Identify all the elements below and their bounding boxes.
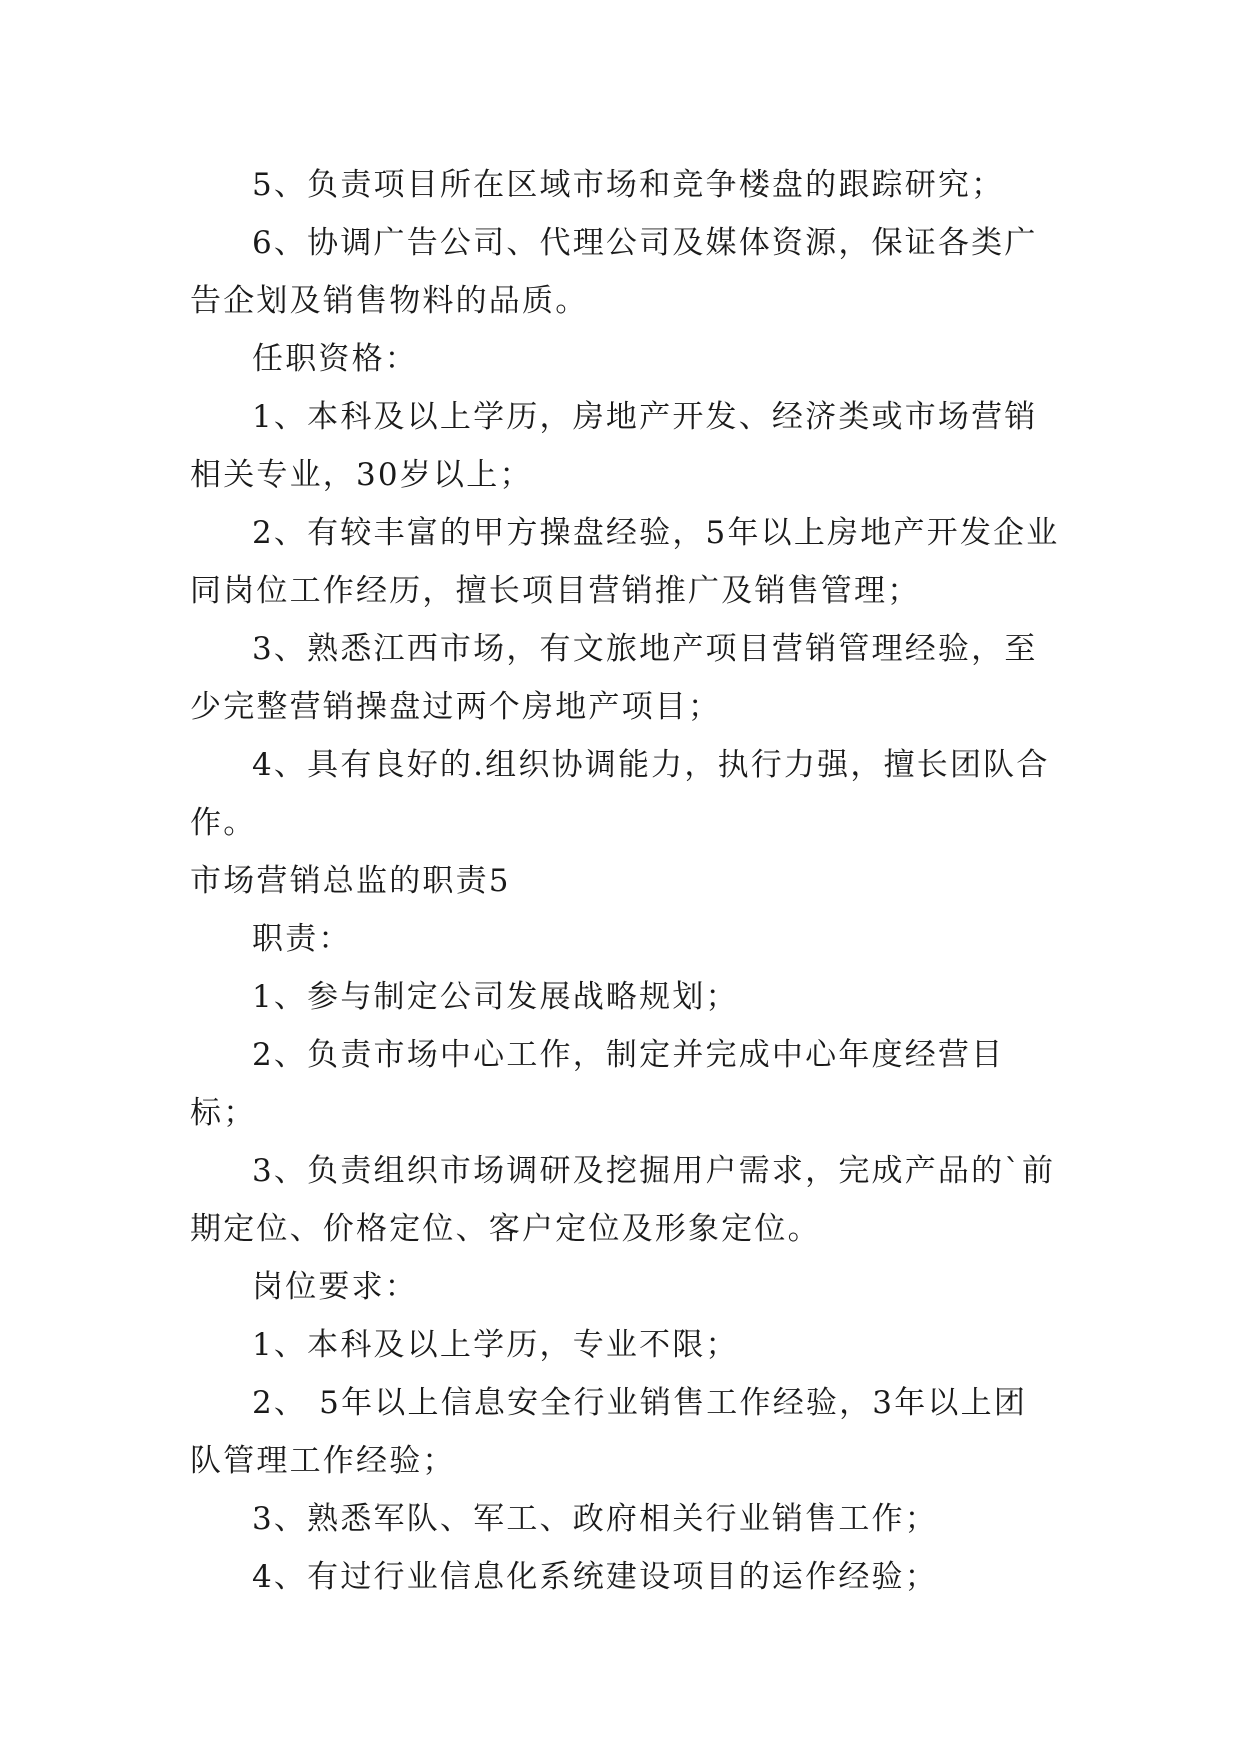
section-label-qualifications: 任职资格：: [252, 341, 418, 377]
paragraph-requirement-3: 3、熟悉军队、军工、政府相关行业销售工作；: [252, 1501, 938, 1537]
paragraph-qualification-2: 2、有较丰富的甲方操盘经验，5年以上房地产开发企业同岗位工作经历，擅长项目营销推广及销售管理；: [190, 515, 1060, 609]
document-body: [190, 156, 1060, 1606]
section-label-duties: 职责：: [252, 921, 352, 957]
section-heading-5: 市场营销总监的职责5: [190, 863, 511, 899]
paragraph-duty-a1: 1、参与制定公司发展战略规划；: [252, 979, 739, 1015]
paragraph-requirement-1: 1、本科及以上学历，专业不限；: [252, 1327, 739, 1363]
paragraph-duty-a2: 2、负责市场中心工作，制定并完成中心年度经营目标；: [190, 1037, 1005, 1131]
paragraph-qualification-3: 3、熟悉江西市场，有文旅地产项目营销管理经验，至少完整营销操盘过两个房地产项目；: [190, 631, 1038, 725]
paragraph-duty-a3: 3、负责组织市场调研及挖掘用户需求，完成产品的`前期定位、价格定位、客户定位及形象定位。: [190, 1153, 1056, 1247]
paragraph-qualification-4: 4、具有良好的.组织协调能力，执行力强，擅长团队合作。: [190, 747, 1050, 841]
section-label-requirements: 岗位要求：: [252, 1269, 418, 1305]
paragraph-requirement-2: 2、 5年以上信息安全行业销售工作经验，3年以上团队管理工作经验；: [190, 1385, 1028, 1479]
paragraph-requirement-4: 4、有过行业信息化系统建设项目的运作经验；: [252, 1559, 938, 1595]
paragraph-duty-6: 6、协调广告公司、代理公司及媒体资源，保证各类广告企划及销售物料的品质。: [190, 225, 1038, 319]
paragraph-qualification-1: 1、本科及以上学历，房地产开发、经济类或市场营销相关专业，30岁以上；: [190, 399, 1038, 493]
paragraph-duty-5: 5、负责项目所在区域市场和竞争楼盘的跟踪研究；: [252, 167, 1005, 203]
